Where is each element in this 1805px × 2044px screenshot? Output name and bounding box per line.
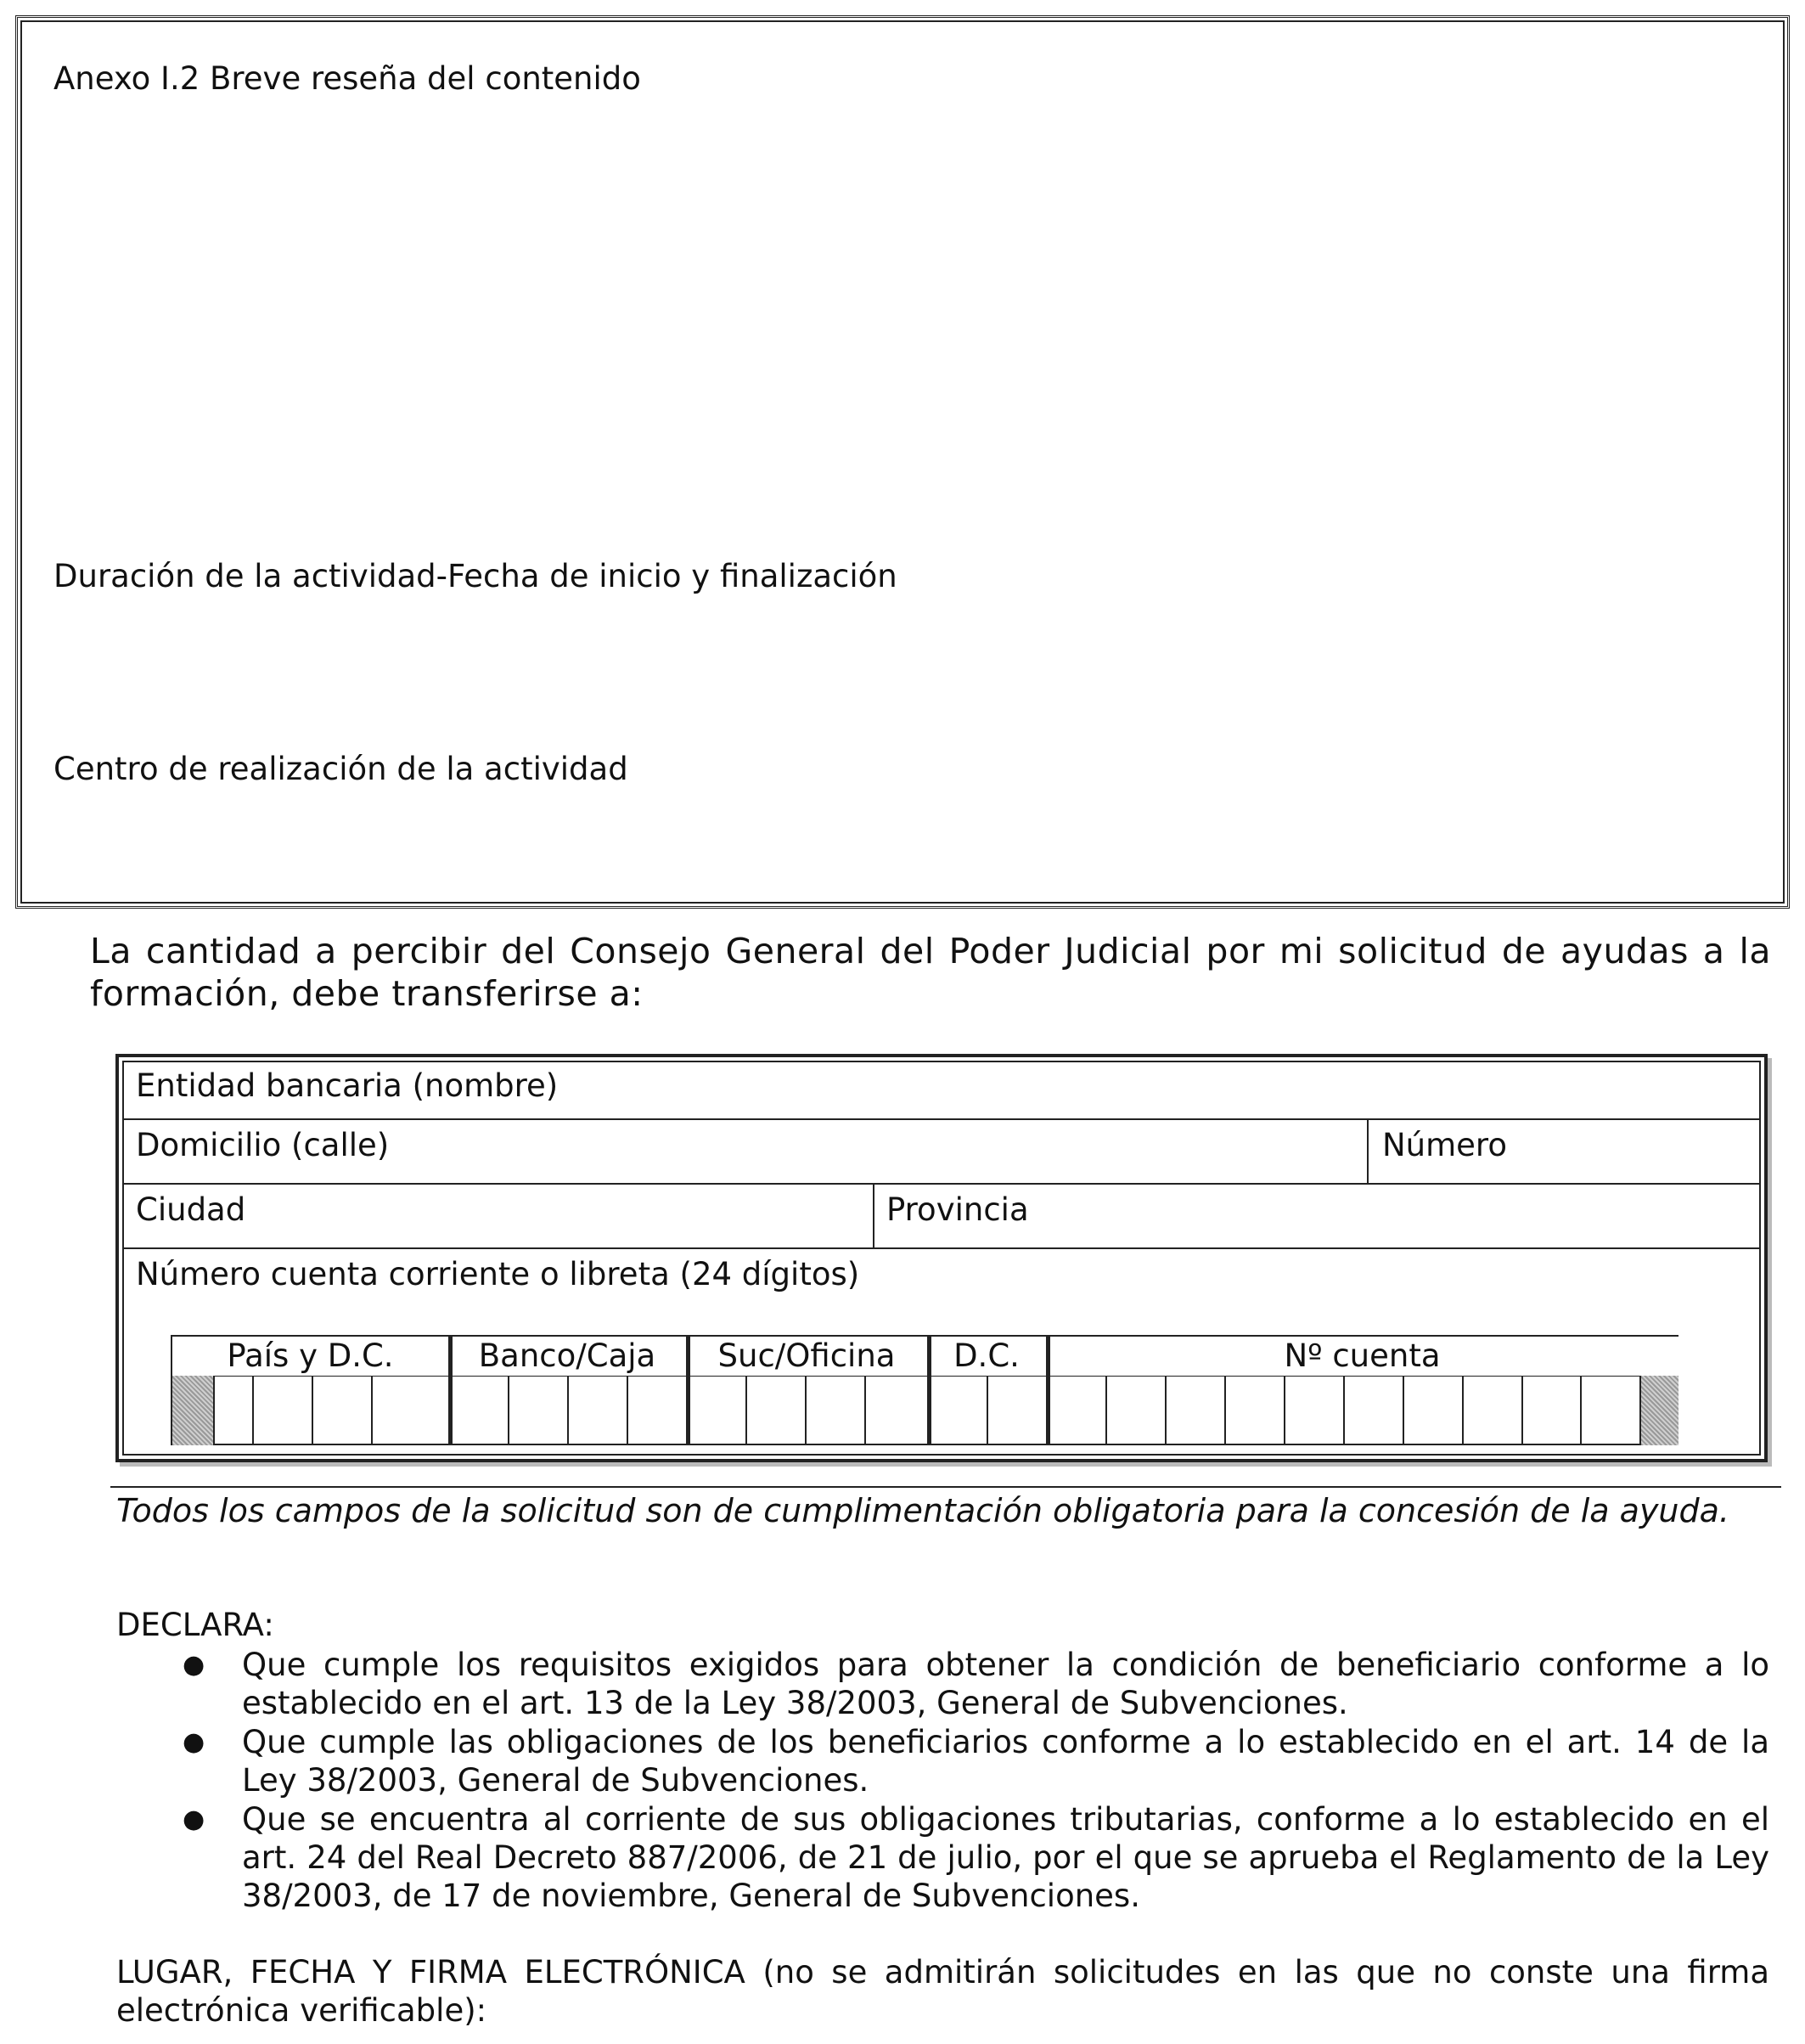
digit-cell[interactable] — [1284, 1376, 1343, 1445]
digit-cell[interactable] — [567, 1376, 627, 1445]
account-digits-grid — [171, 1335, 1678, 1445]
header-country-dc: País y D.C. — [172, 1337, 448, 1376]
header-divider — [448, 1337, 453, 1376]
column-divider — [1367, 1118, 1369, 1183]
declara-list — [116, 1646, 1769, 1916]
annex-title: Anexo I.2 Breve reseña del contenido — [53, 60, 641, 97]
signature-statement: LUGAR, FECHA Y FIRMA ELECTRÓNICA (no se admitirán solicitudes en las que no conste una firma electrónica verificable): — [116, 1954, 1769, 2029]
row-divider — [124, 1118, 1759, 1120]
header-divider — [927, 1337, 931, 1376]
account-label: Número cuenta corriente o libreta (24 dígitos) — [136, 1256, 860, 1292]
entity-label: Entidad bancaria (nombre) — [136, 1067, 559, 1104]
duration-label: Duración de la actividad-Fecha de inicio y finalización — [53, 558, 897, 594]
column-divider — [873, 1183, 874, 1247]
digit-cell[interactable] — [252, 1376, 312, 1445]
header-divider — [1046, 1337, 1050, 1376]
digit-cell[interactable] — [1403, 1376, 1462, 1445]
row-divider — [124, 1247, 1759, 1249]
header-bank: Banco/Caja — [448, 1337, 686, 1376]
shaded-cell — [1639, 1376, 1678, 1445]
annex-box — [15, 15, 1790, 909]
digit-cell[interactable] — [1105, 1376, 1165, 1445]
transfer-intro: La cantidad a percibir del Consejo General del Poder Judicial por mi solicitud de ayudas a la formación, debe transferirse a: — [90, 931, 1771, 1014]
list-item — [116, 1723, 1769, 1799]
shaded-cell — [172, 1376, 213, 1445]
digit-cell[interactable] — [1165, 1376, 1224, 1445]
digit-cell[interactable] — [312, 1376, 371, 1445]
number-label: Número — [1382, 1127, 1507, 1163]
digit-cell[interactable] — [1046, 1376, 1105, 1445]
digit-cell[interactable] — [864, 1376, 927, 1445]
section-rule — [110, 1486, 1781, 1488]
digit-cell[interactable] — [745, 1376, 805, 1445]
declara-item-text: Que cumple los requisitos exigidos para obtener la condición de beneficiario conforme a lo establecido en el art. 13 de la Ley 38/2003, General de Subvenciones. — [242, 1647, 1769, 1721]
header-dc: D.C. — [927, 1337, 1046, 1376]
list-item — [116, 1800, 1769, 1915]
list-item — [116, 1646, 1769, 1722]
header-branch: Suc/Oficina — [686, 1337, 927, 1376]
digit-cell[interactable] — [627, 1376, 686, 1445]
digit-cell[interactable] — [1462, 1376, 1521, 1445]
bullet-icon: ● — [183, 1805, 205, 1834]
digit-cell[interactable] — [1343, 1376, 1403, 1445]
header-account-number: Nº cuenta — [1046, 1337, 1678, 1376]
declara-item-text: Que se encuentra al corriente de sus obligaciones tributarias, conforme a lo establecido en el art. 24 del Real Decreto 887/2006, de 21 de julio, por el que se aprueba el Reglamento de la Ley 38/2003, de 17 de noviembre, General de Subvenciones. — [242, 1801, 1769, 1914]
digit-cell[interactable] — [686, 1376, 745, 1445]
header-divider — [686, 1337, 690, 1376]
bullet-icon: ● — [183, 1650, 205, 1680]
city-label: Ciudad — [136, 1191, 246, 1228]
digit-cell[interactable] — [987, 1376, 1046, 1445]
bank-details-form — [115, 1054, 1768, 1462]
digit-cell[interactable] — [1580, 1376, 1639, 1445]
digit-cell[interactable] — [1224, 1376, 1284, 1445]
declara-item-text: Que cumple las obligaciones de los beneficiarios conforme a lo establecido en el art. 14 de la Ley 38/2003, General de Subvenciones. — [242, 1724, 1769, 1799]
declara-title: DECLARA: — [116, 1607, 274, 1643]
row-divider — [124, 1183, 1759, 1185]
province-label: Provincia — [886, 1191, 1029, 1228]
digit-cell[interactable] — [805, 1376, 864, 1445]
digit-cell[interactable] — [371, 1376, 430, 1445]
digit-cell[interactable] — [448, 1376, 508, 1445]
digit-cell[interactable] — [927, 1376, 987, 1445]
mandatory-note: Todos los campos de la solicitud son de cumplimentación obligatoria para la concesión de la ayuda. — [116, 1492, 1729, 1529]
center-label: Centro de realización de la actividad — [53, 751, 628, 787]
digit-cell[interactable] — [508, 1376, 567, 1445]
digit-cell[interactable] — [1521, 1376, 1580, 1445]
address-label: Domicilio (calle) — [136, 1127, 390, 1163]
digit-cell[interactable] — [213, 1376, 252, 1445]
bullet-icon: ● — [183, 1727, 205, 1757]
